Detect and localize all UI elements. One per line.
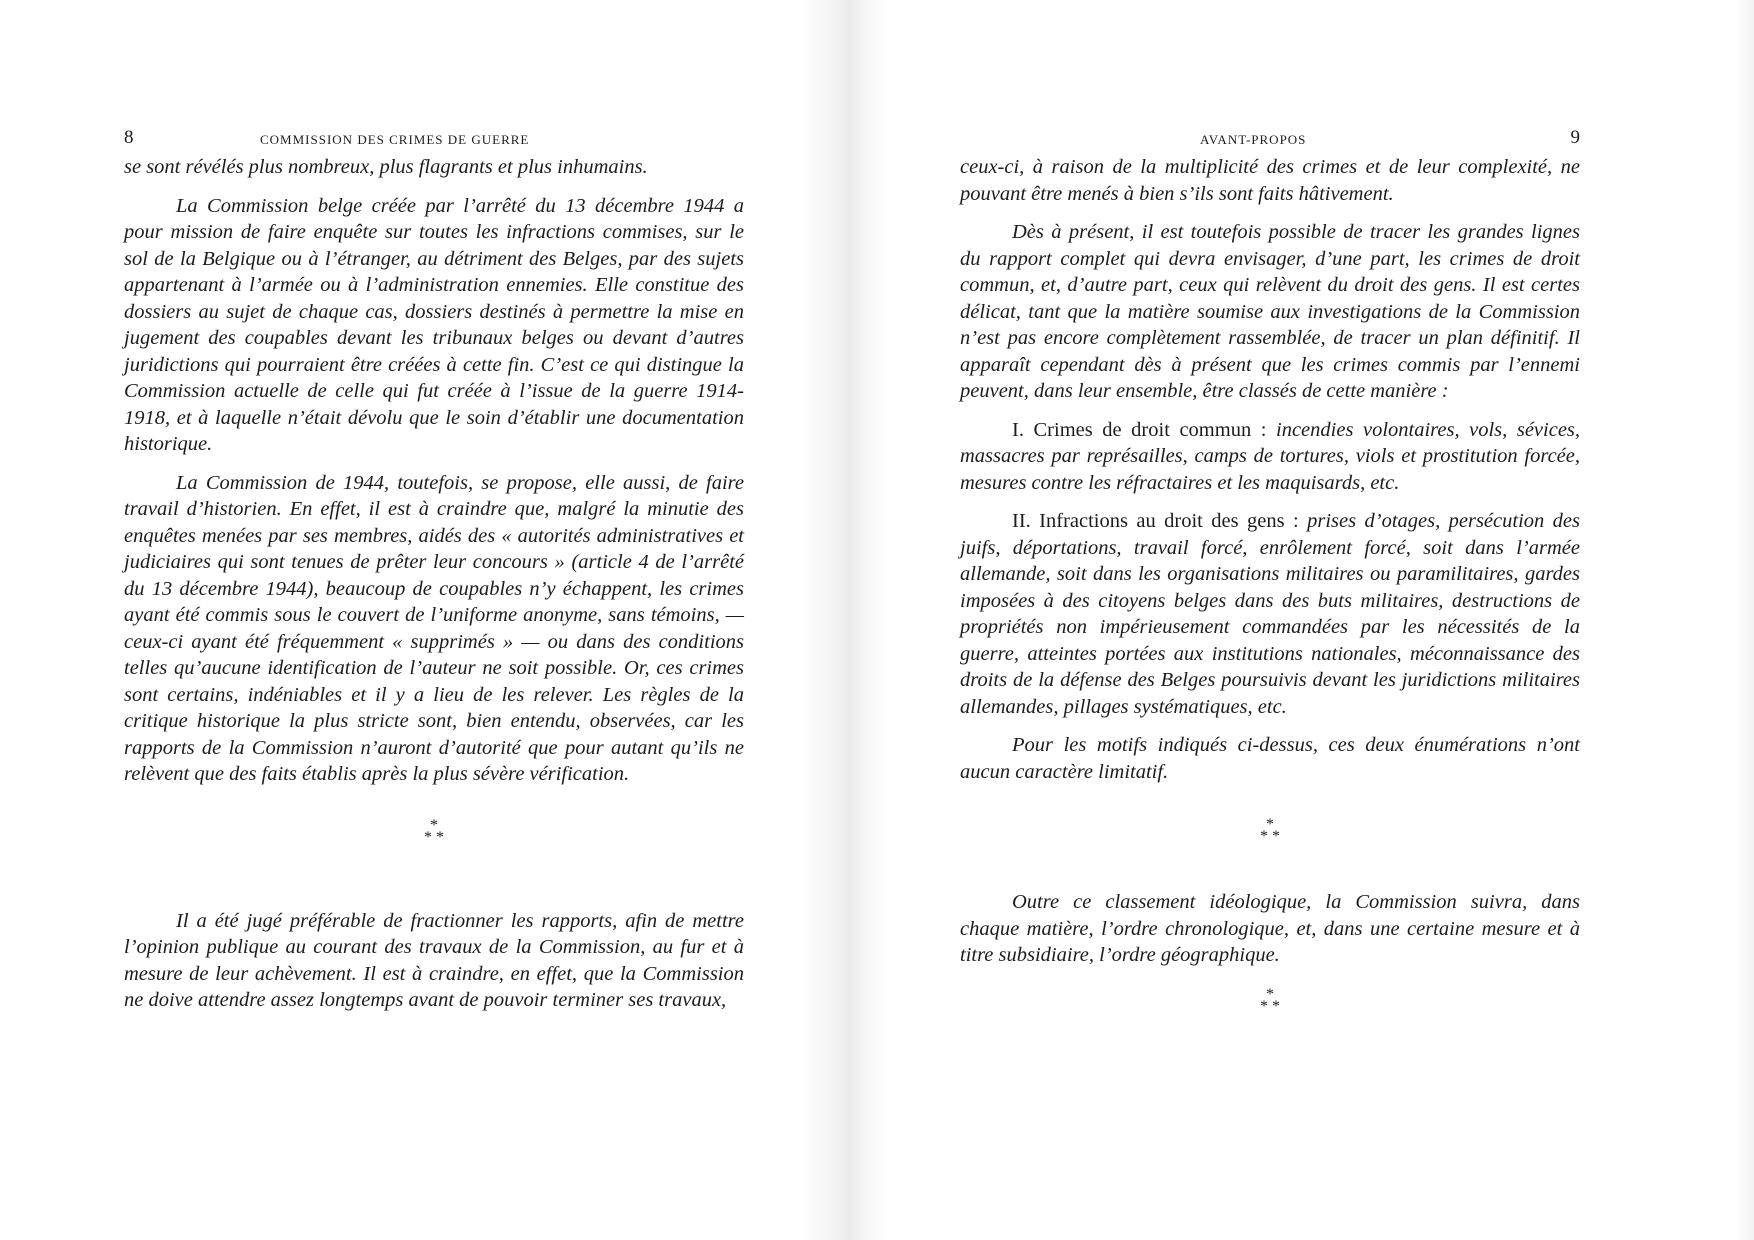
left-paragraph-fractionner: Il a été jugé préférable de fractionner les rapports, afin de mettre l’opinion publique au courant des travaux de la Commission, au fur et à mesure de leur achèvement. Il est à craindre, en effet, que la Commission ne doive attendre assez longtemps avant de pouvoir terminer ses travaux, [124, 909, 744, 1011]
right-page-number: 9 [1570, 127, 1580, 148]
right-paragraph-motifs: Pour les motifs indiqués ci-dessus, ces deux énumérations n’ont aucun caractère limitatif. [960, 734, 1580, 783]
right-running-head [960, 128, 1580, 154]
left-paragraph-commission-1944: La Commission de 1944, toutefois, se propose, elle aussi, de faire travail d’historien. En effet, il est à craindre que, malgré la minutie des enquêtes menées par ses membres, aidés des « autorités administratives et judiciaires qui sont tenues de prêter leur concours » (article 4 de l’arrêté du 13 décembre 1944), beaucoup de coupables n’y échappent, les crimes ayant été commis sous le couvert de l’uniforme anonyme, sans témoins, — ceux-ci ayant été fréquemment « supprimés » — ou dans des conditions telles qu’aucune identification de l’auteur ne soit possible. Or, ces crimes sont certains, indéniables et il y a lieu de les relever. Les règles de la critique historique la plus stricte sont, bien entendu, observées, car les rapports de la Commission n’auront d’autorité que pour autant qu’ils ne relèvent que des faits établis après la plus sévère vérification. [124, 471, 744, 785]
asterism-top-star: * [1266, 985, 1274, 1003]
left-running-head [124, 128, 744, 154]
right-list-item-2 [960, 508, 1580, 720]
right-asterism-bottom [960, 985, 1580, 1019]
left-page-number: 8 [124, 127, 134, 148]
asterism-bottom-stars: * * [424, 828, 444, 846]
left-paragraph-commission-belge: La Commission belge créée par l’arrêté du 13 décembre 1944 a pour mission de faire enquête sur toutes les infractions commises, sur le sol de la Belgique ou à l’étranger, au détriment des Belges, par des sujets appartenant à l’armée ou à l’administration ennemies. Elle constitue des dossiers au sujet de chaque cas, dossiers destinés à permettre la mise en jugement des coupables devant les tribunaux belges ou devant d’autres juridictions qui pourraient être créées à cette fin. C’est ce qui distingue la Commission actuelle de celle qui fut créée à l’issue de la guerre 1914-1918, et à laquelle n’était dévolu que le soin d’établir une documentation historique. [124, 194, 744, 455]
right-paragraph-des-a-present: Dès à présent, il est toutefois possible de tracer les grandes lignes du rapport complet qui devra envisager, d’une part, les crimes de droit commun, et, d’autre part, ceux qui relèvent du droit des gens. Il est certes délicat, tant que la matière soumise aux investigations de la Commission n’est pas encore complètement rassemblée, de tracer un plan définitif. Il apparaît cependant dès à présent que les crimes commis par l’ennemi peuvent, dans leur ensemble, être classés de cette manière : [960, 221, 1580, 402]
right-running-title: AVANT-PROPOS [1200, 132, 1307, 147]
left-page [124, 128, 744, 1014]
asterism-top-star: * [430, 816, 438, 834]
list-item-1-text: incendies volontaires, vols, sévices, massacres par représailles, camps de tortures, viols et prostitution forcée, mesures contre les réfractaires et les maquisards, etc. [960, 418, 1581, 494]
right-page [960, 128, 1580, 1019]
right-paragraph-continued: ceux-ci, à raison de la multiplicité des crimes et de leur complexité, ne pouvant être menés à bien s’ils sont faits hâtivement. [960, 156, 1580, 205]
list-item-2-text: prises d’otages, persécution des juifs, déportations, travail forcé, enrôlement forcé, soit dans l’armée allemande, soit dans les organisations militaires ou paramilitaires, gardes imposées à des citoyens belges dans des buts militaires, destructions de propriétés non impérieusement commandées par les nécessités de la guerre, atteintes portées aux institutions nationales, méconnaissance des droits de la défense des Belges poursuivis devant les juridictions militaires allemandes, pillages systématiques, etc. [960, 510, 1581, 718]
left-running-title: COMMISSION DES CRIMES DE GUERRE [260, 132, 530, 147]
left-asterism [124, 816, 744, 850]
list-item-2-label: II. Infractions au droit des gens : [1012, 510, 1299, 532]
list-item-1-label: I. Crimes de droit commun : [1012, 418, 1267, 441]
asterism-bottom-stars: * * [1260, 828, 1280, 845]
asterism-bottom-stars: * * [1260, 997, 1280, 1015]
right-list-item-1 [960, 417, 1580, 497]
left-paragraph-continued: se sont révélés plus nombreux, plus flagrants et plus inhumains. [124, 156, 648, 178]
asterism-top-star: * [1266, 816, 1274, 833]
page-edge-shadow [1736, 0, 1754, 1240]
right-asterism [960, 816, 1580, 849]
book-gutter-shadow [800, 0, 890, 1240]
right-paragraph-outre: Outre ce classement idéologique, la Commission suivra, dans chaque matière, l’ordre chronologique, et, dans une certaine mesure et à titre subsidiaire, l’ordre géographique. [960, 891, 1580, 966]
